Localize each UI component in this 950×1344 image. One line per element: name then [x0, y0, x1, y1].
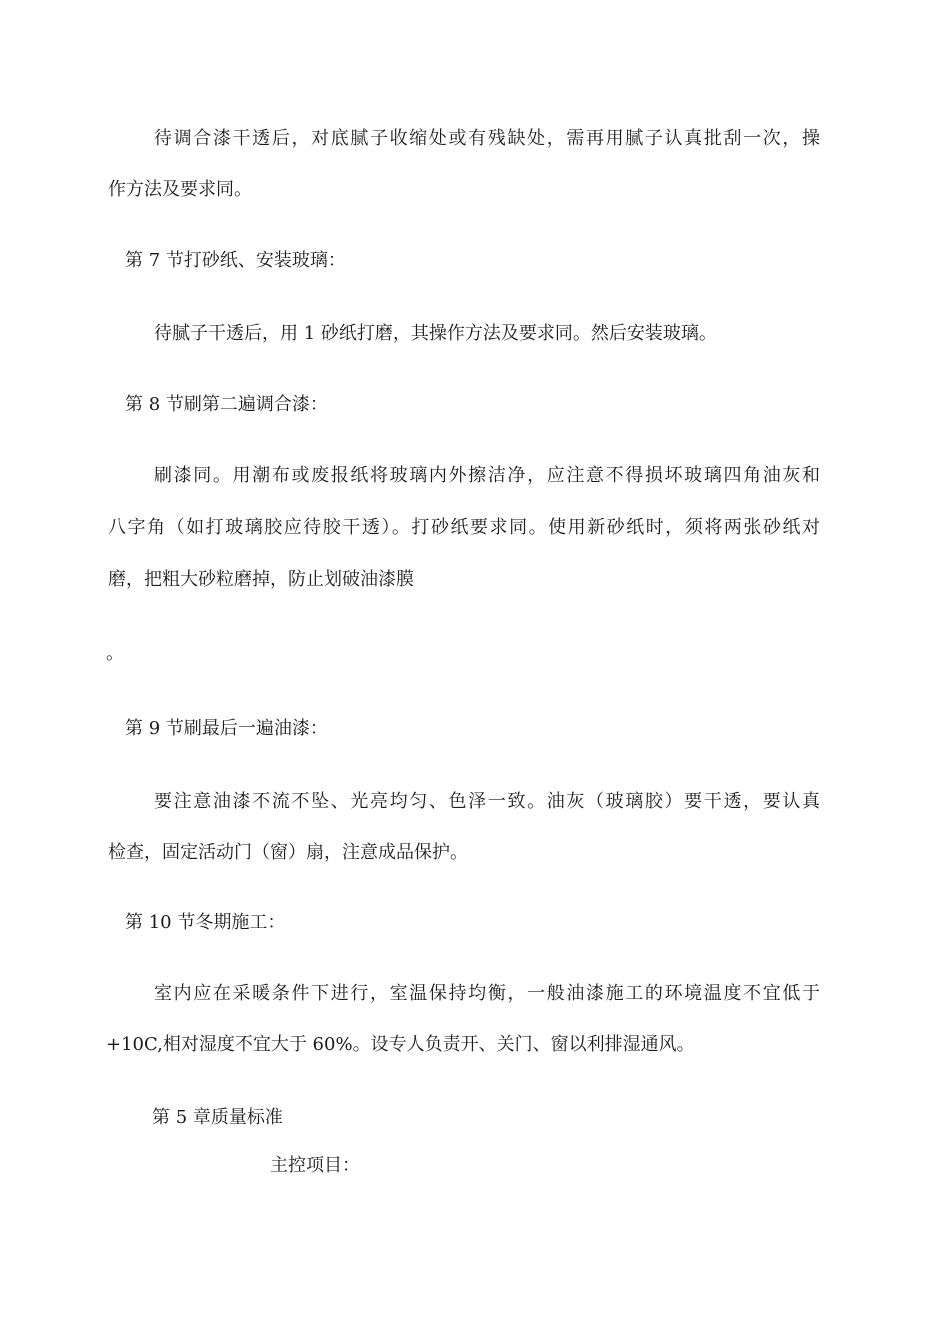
section-heading: 第 9 节刷最后一遍油漆：: [125, 718, 328, 739]
body-text-line: 检查，固定活动门（窗）扇，注意成品保护。: [108, 842, 468, 863]
body-text-line: 待腻子干透后，用 1 砂纸打磨，其操作方法及要求同。然后安装玻璃。: [154, 323, 717, 344]
chapter-heading: 第 5 章质量标准: [152, 1107, 283, 1128]
section-heading: 第 7 节打砂纸、安装玻璃：: [125, 250, 346, 271]
body-text-line: 刷漆同。用潮布或废报纸将玻璃内外擦洁净，应注意不得损坏玻璃四角油灰和: [154, 465, 820, 486]
section-heading: 第 8 节刷第二遍调合漆：: [125, 394, 328, 415]
body-text-line: 八字角（如打玻璃胶应待胶干透）。打砂纸要求同。使用新砂纸时，须将两张砂纸对: [108, 517, 820, 538]
body-text-line: 待调合漆干透后，对底腻子收缩处或有残缺处，需再用腻子认真批刮一次，操: [154, 128, 820, 149]
body-text-line: +10C,相对湿度不宜大于 60%。设专人负责开、关门、窗以利排湿通风。: [106, 1034, 695, 1055]
section-heading: 第 10 节冬期施工：: [125, 912, 286, 933]
body-text-line: 磨，把粗大砂粒磨掉，防止划破油漆膜: [108, 569, 414, 590]
body-text-line: 。: [106, 643, 124, 664]
subsection-heading: 主控项目：: [270, 1155, 360, 1176]
body-text-line: 作方法及要求同。: [108, 179, 252, 200]
body-text-line: 要注意油漆不流不坠、光亮均匀、色泽一致。油灰（玻璃胶）要干透，要认真: [154, 791, 820, 812]
body-text-line: 室内应在采暖条件下进行，室温保持均衡，一般油漆施工的环境温度不宜低于: [154, 983, 820, 1004]
